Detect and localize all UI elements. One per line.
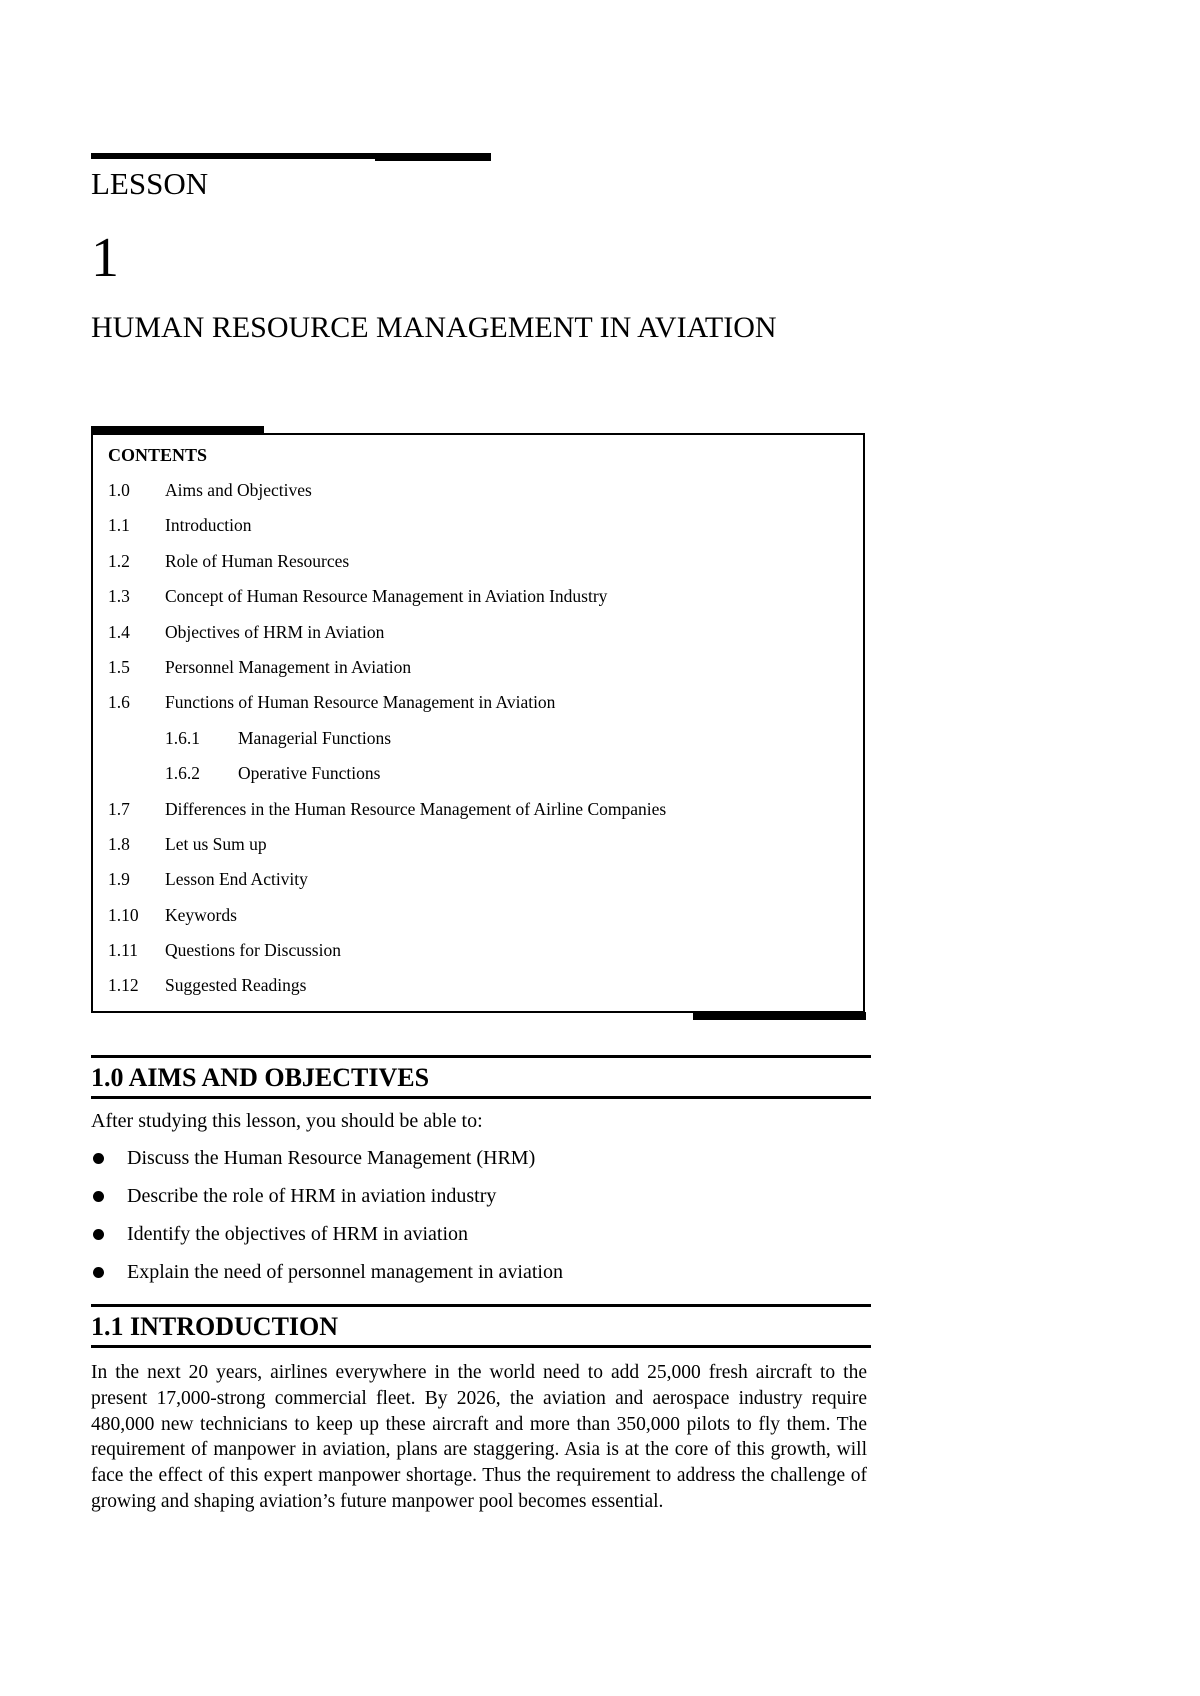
bullet-icon xyxy=(93,1153,104,1164)
aims-heading: 1.0 AIMS AND OBJECTIVES xyxy=(91,1063,430,1092)
toc-item[interactable] xyxy=(108,690,666,725)
toc-number: 1.6.2 xyxy=(165,763,200,784)
objective-text: Describe the role of HRM in aviation industry xyxy=(127,1185,497,1207)
toc-subitem[interactable] xyxy=(108,726,666,761)
toc-item[interactable] xyxy=(108,620,666,655)
toc-item[interactable] xyxy=(108,584,666,619)
toc-label: Questions for Discussion xyxy=(165,940,341,961)
toc-label: Lesson End Activity xyxy=(165,869,308,890)
toc-item[interactable] xyxy=(108,478,666,513)
contents-box-footer-bar xyxy=(693,1012,866,1020)
toc-item[interactable] xyxy=(108,903,666,938)
toc-label: Operative Functions xyxy=(238,763,381,784)
objective-text: Identify the objectives of HRM in aviation xyxy=(127,1223,469,1245)
toc-number: 1.0 xyxy=(108,480,130,500)
toc-item[interactable] xyxy=(108,973,666,1008)
section-rule-top xyxy=(91,1304,871,1307)
objective-text: Explain the need of personnel management in aviation xyxy=(127,1261,563,1283)
toc-item[interactable] xyxy=(108,832,666,867)
toc-item[interactable] xyxy=(108,549,666,584)
toc-subitem[interactable] xyxy=(108,761,666,796)
toc-label: Personnel Management in Aviation xyxy=(165,656,412,677)
toc-label: Aims and Objectives xyxy=(165,480,312,500)
toc-number: 1.6 xyxy=(108,692,130,713)
objectives-list xyxy=(91,1145,563,1297)
toc-number: 1.7 xyxy=(108,798,130,819)
lesson-label: LESSON xyxy=(91,166,209,201)
toc-item[interactable] xyxy=(108,797,666,832)
objective-item xyxy=(91,1183,563,1221)
toc-number: 1.9 xyxy=(108,869,130,890)
toc-item[interactable] xyxy=(108,938,666,973)
objective-item xyxy=(91,1145,563,1183)
toc-number: 1.1 xyxy=(108,515,130,536)
section-rule-top xyxy=(91,1055,871,1058)
toc-label: Managerial Functions xyxy=(238,727,392,748)
toc-label: Concept of Human Resource Management in Aviation Industry xyxy=(165,586,608,607)
introduction-paragraph: In the next 20 years, airlines everywhere in the world need to add 25,000 fresh aircraft to the present 17,000-strong commercial fleet. By 2026, the aviation and aerospace industry require 480,000 new technicians to keep up these aircraft and more than 350,000 pilots to fly them. The requirement of manpower in aviation, plans are staggering. Asia is at the core of this growth, will face the effect of this expert manpower shortage. Thus the requirement to address the challenge of growing and shaping aviation’s future manpower pool becomes essential. xyxy=(91,1362,867,1512)
toc-item[interactable] xyxy=(108,513,666,548)
lesson-title: HUMAN RESOURCE MANAGEMENT IN AVIATION xyxy=(91,311,777,344)
toc-number: 1.2 xyxy=(108,550,130,571)
aims-intro: After studying this lesson, you should be able to: xyxy=(91,1110,483,1132)
toc-label: Let us Sum up xyxy=(165,833,267,854)
header-rule-accent xyxy=(375,153,491,161)
objective-text: Discuss the Human Resource Management (HRM) xyxy=(127,1147,536,1169)
toc-number: 1.5 xyxy=(108,656,130,677)
toc-number: 1.4 xyxy=(108,621,130,642)
bullet-icon xyxy=(93,1267,104,1278)
toc-label: Suggested Readings xyxy=(165,975,307,996)
objective-item xyxy=(91,1259,563,1297)
bullet-icon xyxy=(93,1191,104,1202)
toc-item[interactable] xyxy=(108,867,666,902)
toc-label: Objectives of HRM in Aviation xyxy=(165,621,385,642)
toc-label: Differences in the Human Resource Management of Airline Companies xyxy=(165,798,667,819)
toc-label: Keywords xyxy=(165,904,237,925)
toc-number: 1.10 xyxy=(108,904,139,925)
toc-number: 1.8 xyxy=(108,833,130,854)
toc-label: Role of Human Resources xyxy=(165,550,350,571)
bullet-icon xyxy=(93,1229,104,1240)
section-rule-bottom xyxy=(91,1345,871,1348)
toc-number: 1.11 xyxy=(108,940,138,961)
toc-label: Functions of Human Resource Management in Aviation xyxy=(165,692,556,713)
objective-item xyxy=(91,1221,563,1259)
lesson-number: 1 xyxy=(91,227,119,289)
toc-number: 1.3 xyxy=(108,586,130,607)
toc-number: 1.6.1 xyxy=(165,727,200,748)
toc-label: Introduction xyxy=(165,515,252,536)
contents-heading: CONTENTS xyxy=(108,445,208,465)
section-rule-bottom xyxy=(91,1096,871,1099)
toc-item[interactable] xyxy=(108,655,666,690)
introduction-heading: 1.1 INTRODUCTION xyxy=(91,1312,339,1341)
contents-list xyxy=(108,478,666,1009)
toc-number: 1.12 xyxy=(108,975,139,996)
